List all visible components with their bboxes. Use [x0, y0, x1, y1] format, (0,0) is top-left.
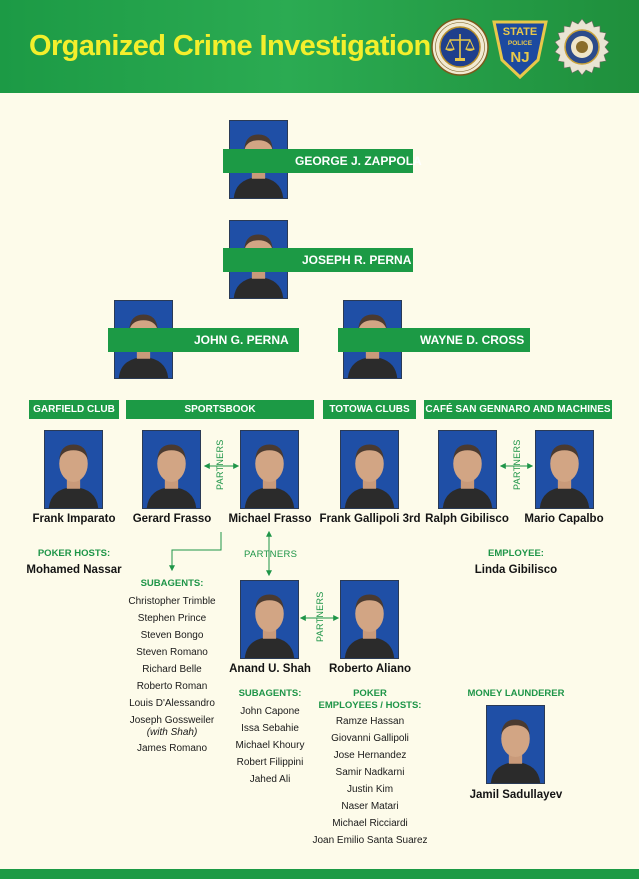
portrait-icon: [241, 581, 298, 658]
photo-mario-capalbo: [535, 430, 594, 509]
role-money-launderer: MONEY LAUNDERER: [467, 688, 565, 699]
label-john-perna: JOHN G. PERNA: [108, 328, 299, 352]
role-employee: EMPLOYEE:: [488, 548, 544, 559]
role-poker-employees: [310, 688, 430, 712]
svg-text:NJ: NJ: [510, 49, 530, 66]
name-linda-gibilisco: Linda Gibilisco: [474, 564, 558, 576]
portrait-icon: [45, 431, 102, 508]
group-sportsbook: SPORTSBOOK: [126, 400, 314, 419]
footer-bar: [0, 869, 639, 879]
name-roberto-aliano: Roberto Aliano: [329, 663, 411, 675]
name-frank-gallipoli: Frank Gallipoli 3rd: [319, 513, 421, 525]
list-item: Samir Nadkarni: [335, 767, 405, 778]
partners-label-aliano: PARTNERS: [315, 591, 325, 642]
label-joseph-perna: JOSEPH R. PERNA: [223, 248, 413, 272]
state-police-badge-icon: [491, 18, 549, 80]
photo-gerard-frasso: [142, 430, 201, 509]
list-item: Steven Romano: [136, 647, 208, 658]
list-item: Christopher Trimble: [128, 596, 216, 607]
portrait-icon: [487, 706, 544, 783]
list-item: Jahed Ali: [249, 774, 291, 785]
label-wayne-cross: WAYNE D. CROSS: [338, 328, 530, 352]
label-george-zappola: GEORGE J. ZAPPOLA: [223, 149, 413, 173]
role-subagents-frasso: SUBAGENTS:: [140, 578, 204, 589]
list-item: Richard Belle: [142, 664, 202, 675]
subagents-connector: [172, 532, 221, 570]
role-poker-line1: POKER: [353, 688, 387, 699]
name-mohamed-nassar: Mohamed Nassar: [26, 564, 122, 576]
list-item: Joan Emilio Santa Suarez: [312, 835, 428, 846]
header-banner: [0, 0, 639, 93]
list-item: Robert Filippini: [236, 757, 304, 768]
name-mario-capalbo: Mario Capalbo: [524, 513, 604, 525]
list-item: Naser Matari: [341, 801, 399, 812]
photo-frank-imparato: [44, 430, 103, 509]
page-title: Organized Crime Investigation: [29, 30, 431, 62]
list-item: Ramze Hassan: [335, 716, 405, 727]
list-item: Louis D'Alessandro: [129, 698, 215, 709]
role-poker-hosts: POKER HOSTS:: [37, 548, 111, 559]
list-item: Michael Ricciardi: [332, 818, 408, 829]
photo-roberto-aliano: [340, 580, 399, 659]
role-poker-line2: EMPLOYEES / HOSTS:: [318, 700, 422, 711]
portrait-icon: [341, 581, 398, 658]
list-item: Stephen Prince: [137, 613, 207, 624]
list-item: Issa Sebahie: [241, 723, 299, 734]
partners-label-gibilisco: PARTNERS: [512, 439, 522, 490]
portrait-icon: [241, 431, 298, 508]
list-poker-employees: [300, 713, 440, 849]
photo-anand-shah: [240, 580, 299, 659]
list-item: Giovanni Gallipoli: [331, 733, 409, 744]
attorney-general-seal-icon: [431, 18, 489, 76]
list-item: James Romano: [136, 743, 208, 754]
photo-frank-gallipoli: [340, 430, 399, 509]
role-subagents-shah: SUBAGENTS:: [238, 688, 302, 699]
group-totowa-clubs: TOTOWA CLUBS: [323, 400, 416, 419]
name-anand-shah: Anand U. Shah: [229, 663, 311, 675]
list-item: Roberto Roman: [136, 681, 208, 692]
photo-jamil-sadullayev: [486, 705, 545, 784]
list-item: Michael Khoury: [235, 740, 305, 751]
list-item: Justin Kim: [346, 784, 394, 795]
note-with-shah: (with Shah): [146, 727, 198, 738]
portrait-icon: [341, 431, 398, 508]
list-item: John Capone: [240, 706, 300, 717]
list-item: Steven Bongo: [140, 630, 204, 641]
name-frank-imparato: Frank Imparato: [32, 513, 116, 525]
group-garfield-club: GARFIELD CLUB: [29, 400, 119, 419]
portrait-icon: [143, 431, 200, 508]
name-ralph-gibilisco: Ralph Gibilisco: [425, 513, 509, 525]
portrait-icon: [536, 431, 593, 508]
svg-text:POLICE: POLICE: [507, 40, 533, 47]
division-criminal-justice-seal-icon: [553, 18, 611, 76]
svg-text:STATE: STATE: [502, 26, 538, 38]
list-item: Jose Hernandez: [333, 750, 407, 761]
name-gerard-frasso: Gerard Frasso: [132, 513, 212, 525]
name-michael-frasso: Michael Frasso: [228, 513, 312, 525]
partners-label-frasso: PARTNERS: [215, 439, 225, 490]
photo-michael-frasso: [240, 430, 299, 509]
partners-label-shah: PARTNERS: [244, 549, 298, 560]
name-jamil-sadullayev: Jamil Sadullayev: [469, 789, 563, 801]
photo-ralph-gibilisco: [438, 430, 497, 509]
list-item: Joseph Gossweiler: [129, 715, 215, 726]
group-cafe-san-gennaro: CAFÉ SAN GENNARO AND MACHINES: [424, 400, 612, 419]
portrait-icon: [439, 431, 496, 508]
